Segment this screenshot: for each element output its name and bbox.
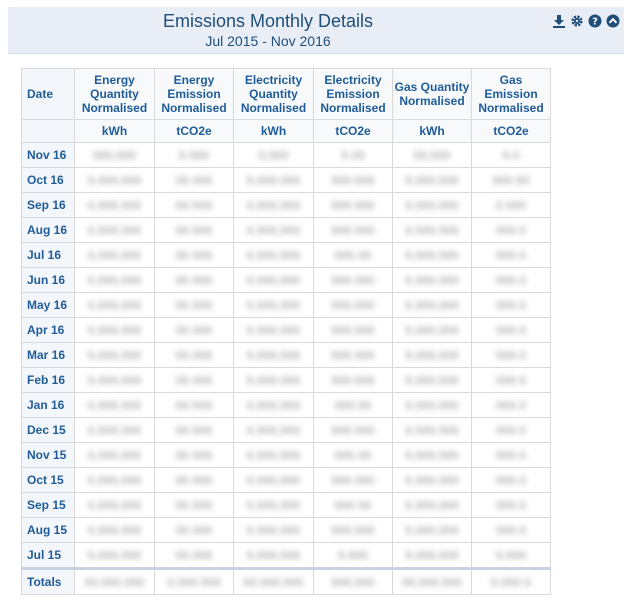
column-header[interactable]: Electricity Emission Normalised [314, 69, 393, 120]
obscured-value: 999.9 [495, 325, 527, 337]
table-cell [234, 243, 314, 268]
obscured-value: 99.999 [175, 300, 213, 312]
table-cell [75, 518, 155, 543]
obscured-value: 9,999,999 [405, 450, 459, 462]
table-cell [472, 293, 551, 318]
row-date: Aug 15 [22, 518, 75, 543]
obscured-value: 9.999 [495, 550, 527, 562]
obscured-value: 9,999,999 [87, 475, 142, 487]
table-row [22, 318, 551, 343]
table-cell [314, 243, 393, 268]
emissions-table [21, 68, 551, 595]
table-body [22, 143, 551, 595]
column-header[interactable]: Gas Emission Normalised [472, 69, 551, 120]
obscured-value: 999.9 [495, 425, 527, 437]
obscured-value: 9,999,999 [405, 375, 459, 387]
obscured-value: 9,999,999 [246, 550, 301, 562]
row-date: Nov 15 [22, 443, 75, 468]
obscured-value: 999.9 [495, 275, 527, 287]
unit-label: tCO2e [155, 120, 234, 143]
table-cell [75, 368, 155, 393]
table-cell [75, 193, 155, 218]
table-cell [234, 368, 314, 393]
table-cell [393, 393, 472, 418]
table-cell [472, 543, 551, 569]
table-cell [234, 518, 314, 543]
obscured-value: 999,999 [331, 577, 375, 589]
table-cell [155, 293, 234, 318]
obscured-value: 9,999 [258, 150, 289, 162]
obscured-value: 99.999 [175, 425, 213, 437]
row-date: Mar 16 [22, 343, 75, 368]
table-row [22, 443, 551, 468]
obscured-value: 9.99 [341, 150, 365, 162]
obscured-value: 999.9 [495, 500, 527, 512]
obscured-value: 999.9 [495, 525, 527, 537]
unit-label: kWh [393, 120, 472, 143]
table-cell [155, 468, 234, 493]
obscured-value: 9,999,999 [405, 400, 459, 412]
table-row [22, 293, 551, 318]
obscured-value: 999.999 [331, 375, 375, 387]
row-date: Dec 15 [22, 418, 75, 443]
obscured-value: 9.999 [495, 200, 527, 212]
table-cell [234, 193, 314, 218]
gear-icon[interactable] [569, 13, 584, 28]
obscured-value: 9,999,999 [246, 400, 301, 412]
table-row [22, 493, 551, 518]
obscured-value: 999.999 [331, 300, 375, 312]
obscured-value: 999.9 [495, 225, 527, 237]
totals-cell [75, 569, 155, 595]
table-cell [472, 143, 551, 168]
table-cell [155, 318, 234, 343]
totals-row [22, 569, 551, 595]
table-cell [393, 418, 472, 443]
table-cell [472, 518, 551, 543]
obscured-value: 999.999 [331, 350, 375, 362]
obscured-value: 999.9 [495, 450, 527, 462]
table-cell [393, 168, 472, 193]
table-cell [314, 318, 393, 343]
obscured-value: 99,999,999 [243, 577, 304, 589]
obscured-value: 99.999 [175, 375, 213, 387]
table-cell [155, 418, 234, 443]
table-row [22, 268, 551, 293]
table-cell [472, 218, 551, 243]
obscured-value: 999.999 [331, 525, 375, 537]
table-cell [393, 318, 472, 343]
obscured-value: 9,999,999 [246, 325, 301, 337]
obscured-value: 9,999,999 [87, 350, 142, 362]
table-row [22, 343, 551, 368]
obscured-value: 999,999 [92, 150, 137, 162]
unit-row-spacer [22, 120, 75, 143]
table-cell [155, 443, 234, 468]
obscured-value: 9,999,999 [246, 225, 301, 237]
column-header[interactable]: Energy Emission Normalised [155, 69, 234, 120]
obscured-value: 999.999 [331, 175, 375, 187]
table-cell [234, 218, 314, 243]
table-cell [393, 293, 472, 318]
obscured-value: 9,999,999 [87, 375, 142, 387]
obscured-value: 9,999,999 [405, 550, 459, 562]
obscured-value: 9,999,999 [246, 300, 301, 312]
table-cell [314, 393, 393, 418]
table-cell [393, 343, 472, 368]
table-row [22, 393, 551, 418]
table-cell [75, 168, 155, 193]
help-icon[interactable] [587, 13, 602, 28]
table-cell [472, 493, 551, 518]
obscured-value: 999.9 [495, 400, 527, 412]
obscured-value: 99.999 [175, 175, 213, 187]
obscured-value: 9,999,999 [405, 350, 459, 362]
table-cell [314, 493, 393, 518]
table-cell [155, 368, 234, 393]
table-cell [75, 293, 155, 318]
obscured-value: 9,999.999 [167, 577, 221, 589]
obscured-value: 99.999 [175, 400, 213, 412]
obscured-value: 99.999 [175, 500, 213, 512]
obscured-value: 999.9 [495, 300, 527, 312]
totals-cell [155, 569, 234, 595]
table-cell [155, 268, 234, 293]
obscured-value: 9,999,999 [87, 400, 142, 412]
obscured-value: 9,999,999 [87, 525, 142, 537]
unit-label: kWh [234, 120, 314, 143]
table-cell [472, 268, 551, 293]
table-cell [75, 393, 155, 418]
obscured-value: 9,999,999 [246, 375, 301, 387]
table-cell [155, 143, 234, 168]
unit-label: kWh [75, 120, 155, 143]
unit-label: tCO2e [472, 120, 551, 143]
obscured-value: 9,999,999 [405, 275, 459, 287]
table-row [22, 418, 551, 443]
table-cell [393, 518, 472, 543]
obscured-value: 9,999.9 [490, 577, 532, 589]
table-cell [155, 343, 234, 368]
table-cell [393, 443, 472, 468]
table-cell [75, 343, 155, 368]
table-cell [75, 443, 155, 468]
table-row [22, 543, 551, 569]
obscured-value: 9.999 [178, 150, 210, 162]
obscured-value: 9,999,999 [405, 325, 459, 337]
obscured-value: 9,999,999 [405, 175, 459, 187]
obscured-value: 9,999,999 [405, 475, 459, 487]
obscured-value: 9,999,999 [246, 475, 301, 487]
table-cell [155, 218, 234, 243]
obscured-value: 9,999,999 [246, 275, 301, 287]
obscured-value: 99,999,999 [401, 577, 463, 589]
table-cell [155, 193, 234, 218]
obscured-value: 9,999,999 [246, 200, 301, 212]
table-cell [393, 193, 472, 218]
table-cell [155, 243, 234, 268]
table-cell [393, 218, 472, 243]
row-date: Sep 16 [22, 193, 75, 218]
table-cell [75, 318, 155, 343]
table-cell [472, 418, 551, 443]
table-row [22, 193, 551, 218]
obscured-value: 9,999,999 [246, 175, 301, 187]
table-cell [75, 143, 155, 168]
obscured-value: 999.9 [495, 350, 527, 362]
obscured-value: 999.999 [331, 425, 375, 437]
table-cell [314, 468, 393, 493]
table-cell [472, 393, 551, 418]
table-row [22, 243, 551, 268]
page-title: Emissions Monthly Details [162, 11, 374, 31]
obscured-value: 9.9 [502, 150, 520, 162]
table-cell [234, 468, 314, 493]
totals-cell [314, 569, 393, 595]
table-cell [314, 543, 393, 569]
obscured-value: 9,999,999 [405, 500, 459, 512]
table-cell [393, 468, 472, 493]
table-cell [314, 193, 393, 218]
table-cell [155, 393, 234, 418]
table-cell [75, 468, 155, 493]
obscured-value: 999.99 [492, 175, 530, 187]
column-header[interactable]: Electricity Quantity Normalised [234, 69, 314, 120]
row-date: Jun 16 [22, 268, 75, 293]
obscured-value: 9,999,999 [405, 200, 459, 212]
obscured-value: 999.999 [331, 225, 375, 237]
obscured-value: 9,999,999 [87, 250, 142, 262]
table-cell [234, 343, 314, 368]
obscured-value: 9,999,999 [405, 300, 459, 312]
obscured-value: 999.999 [331, 325, 375, 337]
obscured-value: 9,999,999 [405, 425, 459, 437]
obscured-value: 999.99 [334, 500, 372, 512]
table-cell [75, 268, 155, 293]
table-cell [393, 268, 472, 293]
obscured-value: 9,999,999 [246, 425, 301, 437]
row-date: Jul 15 [22, 543, 75, 569]
unit-label: tCO2e [314, 120, 393, 143]
obscured-value: 9,999,999 [246, 250, 301, 262]
table-cell [393, 143, 472, 168]
obscured-value: 9,999,999 [87, 325, 142, 337]
table-row [22, 168, 551, 193]
download-icon[interactable] [551, 13, 566, 28]
row-date: Jul 16 [22, 243, 75, 268]
table-cell [234, 443, 314, 468]
obscured-value: 99.999 [175, 275, 213, 287]
obscured-value: 9,999,999 [87, 225, 142, 237]
obscured-value: 999.99 [334, 400, 372, 412]
obscured-value: 9,999,999 [246, 450, 301, 462]
toolbar [551, 13, 620, 28]
table-cell [314, 218, 393, 243]
table-cell [155, 518, 234, 543]
row-date: Oct 15 [22, 468, 75, 493]
obscured-value: 99.999 [175, 225, 213, 237]
totals-cell [472, 569, 551, 595]
table-row [22, 143, 551, 168]
row-date: Jan 16 [22, 393, 75, 418]
table-cell [75, 493, 155, 518]
obscured-value: 9,999,999 [405, 225, 459, 237]
obscured-value: 9,999,999 [87, 200, 142, 212]
table-row [22, 218, 551, 243]
table-cell [234, 293, 314, 318]
table-cell [472, 443, 551, 468]
obscured-value: 99.999 [175, 250, 213, 262]
table-cell [314, 418, 393, 443]
obscured-value: 999.9 [495, 375, 527, 387]
obscured-value: 9,999,999 [87, 175, 142, 187]
table-cell [393, 368, 472, 393]
table-cell [234, 418, 314, 443]
totals-label: Totals [22, 569, 75, 595]
obscured-value: 9,999,999 [87, 275, 142, 287]
row-date: Aug 16 [22, 218, 75, 243]
row-date: Oct 16 [22, 168, 75, 193]
obscured-value: 99,999 [413, 150, 451, 162]
obscured-value: 99,999,999 [84, 577, 145, 589]
table-cell [314, 168, 393, 193]
column-header[interactable]: Gas Quantity Normalised [393, 69, 472, 120]
table-cell [314, 293, 393, 318]
table-cell [314, 443, 393, 468]
table-cell [234, 393, 314, 418]
obscured-value: 9,999,999 [87, 425, 142, 437]
table-cell [75, 543, 155, 569]
table-cell [75, 218, 155, 243]
obscured-value: 999.999 [331, 200, 375, 212]
table-cell [472, 318, 551, 343]
row-date: Nov 16 [22, 143, 75, 168]
table-cell [393, 543, 472, 569]
date-column-header[interactable]: Date [22, 69, 75, 120]
date-range-subtitle: Jul 2015 - Nov 2016 [205, 33, 331, 49]
table-cell [472, 343, 551, 368]
obscured-value: 9.999 [337, 550, 369, 562]
obscured-value: 999.9 [495, 250, 527, 262]
table-cell [472, 468, 551, 493]
table-row [22, 518, 551, 543]
totals-cell [234, 569, 314, 595]
obscured-value: 9,999,999 [87, 300, 142, 312]
obscured-value: 99.999 [175, 450, 213, 462]
table-cell [314, 143, 393, 168]
table-cell [393, 493, 472, 518]
table-cell [155, 168, 234, 193]
table-cell [75, 243, 155, 268]
table-cell [234, 543, 314, 569]
obscured-value: 9,999,999 [87, 500, 142, 512]
table-cell [234, 143, 314, 168]
obscured-value: 999.99 [334, 250, 372, 262]
collapse-up-icon[interactable] [605, 13, 620, 28]
report-header [8, 7, 624, 54]
table-cell [472, 243, 551, 268]
obscured-value: 9,999,999 [246, 500, 301, 512]
table-cell [234, 168, 314, 193]
table-row [22, 468, 551, 493]
obscured-value: 9,999,999 [87, 550, 142, 562]
totals-cell [393, 569, 472, 595]
table-cell [234, 318, 314, 343]
obscured-value: 99.999 [175, 325, 213, 337]
row-date: May 16 [22, 293, 75, 318]
row-date: Apr 16 [22, 318, 75, 343]
obscured-value: 99.999 [175, 550, 213, 562]
obscured-value: 9,999,999 [246, 350, 301, 362]
row-date: Feb 16 [22, 368, 75, 393]
obscured-value: 99.999 [175, 475, 213, 487]
table-cell [75, 418, 155, 443]
table-cell [314, 368, 393, 393]
table-cell [472, 368, 551, 393]
table-cell [155, 543, 234, 569]
obscured-value: 9,999,999 [246, 525, 301, 537]
obscured-value: 999.999 [331, 475, 375, 487]
row-date: Sep 15 [22, 493, 75, 518]
table-cell [472, 168, 551, 193]
table-cell [234, 268, 314, 293]
table-cell [314, 518, 393, 543]
table-cell [472, 193, 551, 218]
obscured-value: 9,999,999 [405, 525, 459, 537]
obscured-value: 99.999 [175, 525, 213, 537]
obscured-value: 9,999,999 [405, 250, 459, 262]
obscured-value: 999.9 [495, 475, 527, 487]
column-header[interactable]: Energy Quantity Normalised [75, 69, 155, 120]
table-cell [314, 343, 393, 368]
table-cell [393, 243, 472, 268]
obscured-value: 9,999,999 [87, 450, 142, 462]
obscured-value: 999.99 [334, 450, 372, 462]
table-cell [234, 493, 314, 518]
table-cell [155, 493, 234, 518]
svg-text:?: ? [591, 16, 598, 27]
table-cell [314, 268, 393, 293]
table-row [22, 368, 551, 393]
obscured-value: 99.999 [175, 200, 213, 212]
obscured-value: 99.999 [175, 350, 213, 362]
obscured-value: 999.999 [331, 275, 375, 287]
